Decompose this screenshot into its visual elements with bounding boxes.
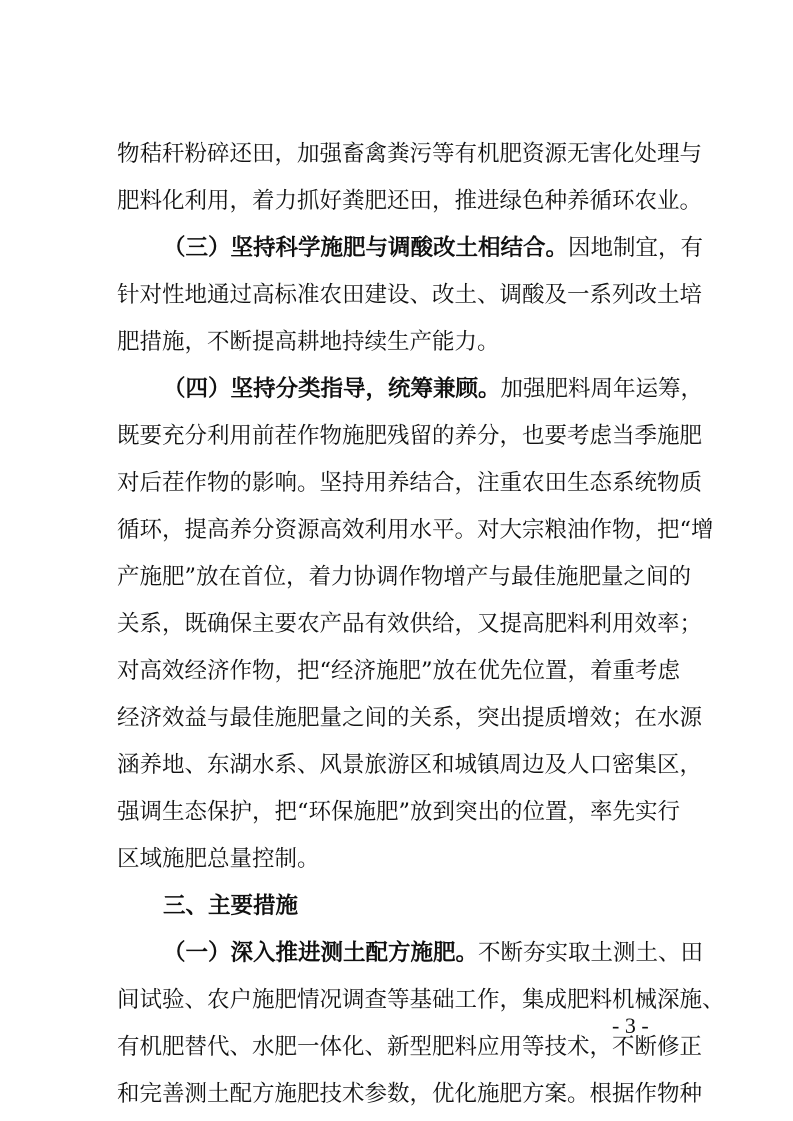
body-line: 涵养地、东湖水系、风景旅游区和城镇周边及人口密集区， xyxy=(117,752,703,778)
body-line: 肥料化利用，着力抓好粪肥还田，推进绿色种养循环农业。 xyxy=(117,188,703,214)
page-number: - 3 - xyxy=(612,1013,649,1038)
body-line: 强调生态保护，把“环保施肥”放到突出的位置，率先实行 xyxy=(117,799,681,825)
body-line: 产施肥”放在首位，着力协调作物增产与最佳施肥量之间的 xyxy=(117,564,692,590)
section-heading: （四）坚持分类指导，统筹兼顾。 xyxy=(163,376,501,402)
body-line: 既要充分利用前茬作物施肥残留的养分，也要考虑当季施肥 xyxy=(117,423,703,449)
body-line: 循环，提高养分资源高效利用水平。对大宗粮油作物，把“增 xyxy=(117,517,714,543)
body-line: 有机肥替代、水肥一体化、新型肥料应用等技术，不断修正 xyxy=(117,1034,703,1060)
section-heading-line: （一）深入推进测土配方施肥。不断夯实取土测土、田 xyxy=(163,940,704,966)
body-line: 对后茬作物的影响。坚持用养结合，注重农田生态系统物质 xyxy=(117,470,703,496)
body-line: 肥措施，不断提高耕地持续生产能力。 xyxy=(117,329,500,355)
chapter-heading: 三、主要措施 xyxy=(163,893,299,919)
section-heading-line: （三）坚持科学施肥与调酸改土相结合。因地制宜，有 xyxy=(163,235,704,261)
section-heading: （一）深入推进测土配方施肥。 xyxy=(163,940,479,966)
body-line: 和完善测土配方施肥技术参数，优化施肥方案。根据作物种 xyxy=(117,1081,703,1107)
body-line: 关系，既确保主要农产品有效供给，又提高肥料利用效率； xyxy=(117,611,703,637)
body-line: 间试验、农户施肥情况调查等基础工作，集成肥料机械深施、 xyxy=(117,987,725,1013)
section-heading-line: （四）坚持分类指导，统筹兼顾。加强肥料周年运筹， xyxy=(163,376,704,402)
body-line: 经济效益与最佳施肥量之间的关系，突出提质增效；在水源 xyxy=(117,705,703,731)
body-line: 区域施肥总量控制。 xyxy=(117,846,320,872)
section-heading: （三）坚持科学施肥与调酸改土相结合。 xyxy=(163,235,569,261)
body-line: 对高效经济作物，把“经济施肥”放在优先位置，着重考虑 xyxy=(117,658,681,684)
chapter-heading-line xyxy=(163,886,677,926)
body-line: 物秸秆粉碎还田，加强畜禽粪污等有机肥资源无害化处理与 xyxy=(117,141,703,167)
body-line: 针对性地通过高标准农田建设、改土、调酸及一系列改土培 xyxy=(117,282,703,308)
